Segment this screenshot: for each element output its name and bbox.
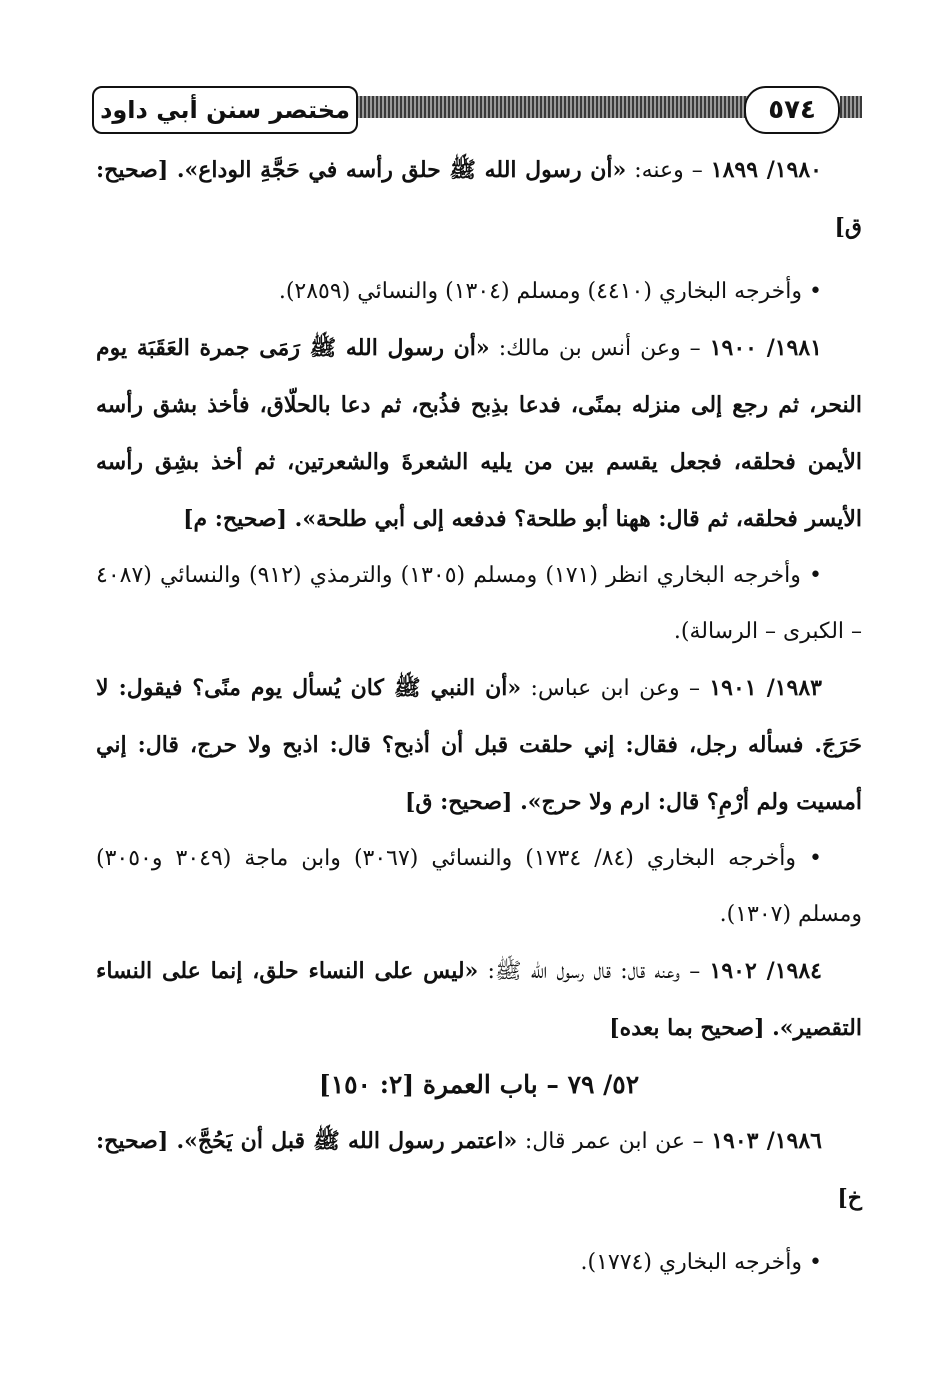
hadith-number: ١٩٨٦/ ١٩٠٣ — [711, 1128, 822, 1154]
hadith-number: ١٩٨١/ ١٩٠٠ — [709, 335, 822, 361]
hadith-text: «أن رسول الله ﷺ رَمَى جمرة العَقَبَة يوم النحر، ثم رجع إلى منزله بمنًى، فدعا بذِبح فذُبح، ثم دعا بالحلّاق، فأخذ بشق رأسه الأيمن فحلقه، فجعل يقسم بين من يليه الشعرةَ والشعرتين، ثم أخذ بشِق رأسه الأيسر فحلقه، ثم قال: ههنا أبو طلحة؟ فدفعه إلى أبي طلحة». [صحيح: م] — [96, 335, 862, 532]
takhrij-note: • وأخرجه البخاري انظر (١٧١) ومسلم (١٣٠٥) والترمذي (٩١٢) والنسائي (٤٠٨٧ – الكبرى – الرسالة). — [96, 563, 862, 644]
header-ornament-tail — [840, 96, 862, 118]
hadith-1980 — [96, 142, 862, 256]
takhrij-note: • وأخرجه البخاري (٨٤/ ١٧٣٤) والنسائي (٣٠٦٧) وابن ماجة (٣٠٤٩ و٣٠٥٠) ومسلم (١٣٠٧). — [96, 846, 862, 927]
hadith-intro: – وعنه: — [626, 158, 711, 183]
takhrij-note: • وأخرجه البخاري (٤٤١٠) ومسلم (١٣٠٤) والنسائي (٢٨٥٩). — [278, 279, 822, 304]
page-number: ٥٧٤ — [744, 86, 840, 134]
hadith-number: ١٩٨٤/ ١٩٠٢ — [709, 958, 822, 984]
hadith-intro: – وعنه قال: قال رسول الله ﷺ: — [478, 959, 710, 984]
hadith-1981 — [96, 320, 862, 548]
hadith-number: ١٩٨٠/ ١٨٩٩ — [710, 157, 822, 183]
hadith-1984 — [96, 943, 862, 1057]
takhrij-note: • وأخرجه البخاري (١٧٧٤). — [580, 1250, 822, 1275]
hadith-text: «اعتمر رسول الله ﷺ قبل أن يَحُجَّ». [صحيح: خ] — [96, 1128, 862, 1211]
hadith-intro: – وعن أنس بن مالك: — [489, 336, 710, 361]
hadith-intro: – عن ابن عمر قال: — [517, 1129, 712, 1154]
book-title: مختصر سنن أبي داود — [92, 86, 358, 134]
hadith-text: «أن رسول الله ﷺ حلق رأسه في حَجَّةِ الوداع». [صحيح: ق] — [96, 157, 862, 240]
page-header — [92, 86, 862, 136]
hadith-intro: – وعن ابن عباس: — [521, 676, 710, 701]
hadith-text: «ليس على النساء حلق، إنما على النساء التقصير». [صحيح بما بعده] — [96, 958, 862, 1041]
hadith-1986 — [96, 1113, 862, 1227]
hadith-1983 — [96, 660, 862, 831]
hadith-text: «أن النبي ﷺ كان يُسأل يوم منًى؟ فيقول: لا حَرَجَ. فسأله رجل، فقال: إني حلقت قبل أن أذبح؟ قال: اذبح ولا حرج، قال: إني أمسيت ولم أرْمِ؟ قال: ارم ولا حرج». [صحيح: ق] — [96, 675, 862, 815]
page-body — [96, 142, 862, 1291]
chapter-heading: ٥٢/ ٧٩ – باب العمرة [٢: ١٥٠] — [318, 1070, 640, 1099]
header-ornament-band — [352, 96, 752, 118]
hadith-number: ١٩٨٣/ ١٩٠١ — [709, 675, 822, 701]
